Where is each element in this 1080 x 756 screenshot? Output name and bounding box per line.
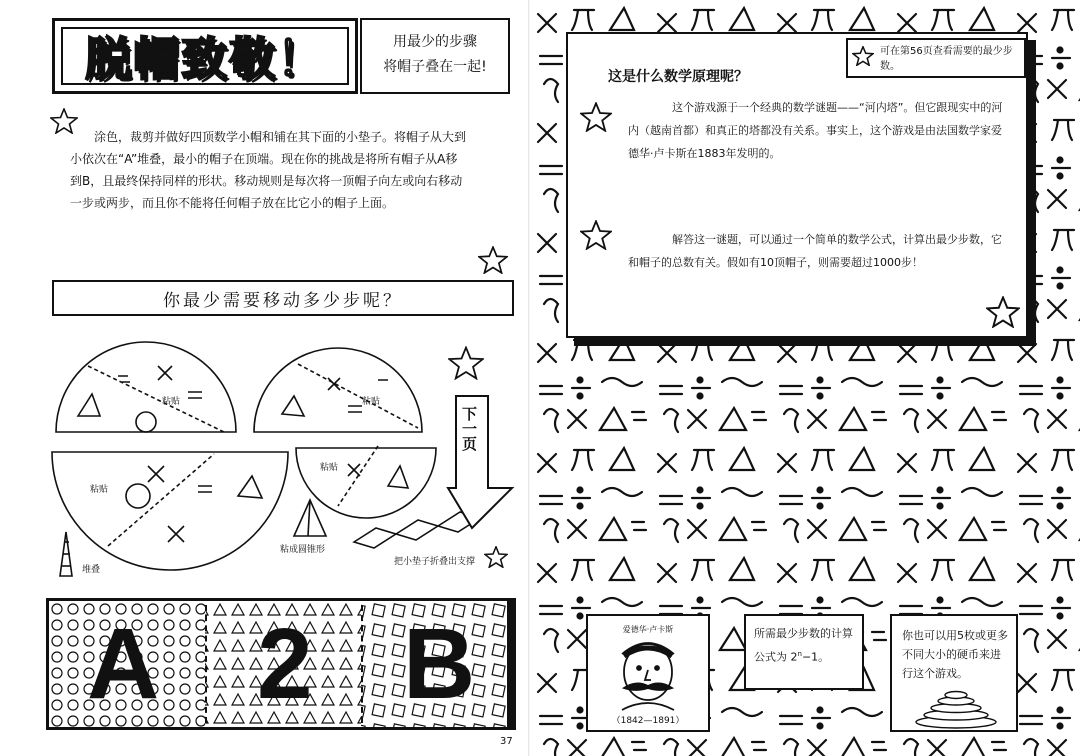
- coin-stack-icon: [906, 686, 1006, 730]
- right-page: [530, 0, 1080, 756]
- info-paragraph-origin: 这个游戏源于一个经典的数学谜题——“河内塔”。但它跟现实中的河内（越南首都）和真正的塔都没有关系。事实上，这个游戏是由法国数学家爱德华·卢卡斯在1883年发明的。: [628, 101, 1003, 160]
- formula-card: [744, 614, 864, 690]
- formula-text: 所需最少步数的计算公式为 2: [754, 627, 853, 664]
- glue-label: 粘贴: [162, 397, 181, 407]
- fold-line: [205, 605, 207, 723]
- formula-suffix: −1。: [801, 650, 830, 664]
- subtitle-line-1: 用最少的步骤: [393, 34, 477, 50]
- mat-strip: [46, 598, 516, 730]
- formula-exponent: n: [797, 650, 802, 658]
- portrait-card: [586, 614, 710, 732]
- next-page-label[interactable]: 下一页: [460, 406, 478, 451]
- title-box: [52, 18, 358, 94]
- glue-label: 粘贴: [90, 485, 109, 495]
- star-icon: [852, 46, 874, 66]
- left-page: [0, 0, 530, 756]
- info-paragraph-formula: 解答这一谜题，可以通过一个简单的数学公式，计算出最少步数，它和帽子的总数有关。假如有10顶帽子，则需要超过1000步！: [628, 233, 1002, 269]
- peg-label-a: A: [87, 608, 160, 720]
- page-number: 37: [500, 736, 513, 747]
- glue-label: 粘贴: [320, 463, 339, 473]
- stack-label: 堆叠: [82, 565, 101, 575]
- subtitle-line-2: 将帽子叠在一起!: [383, 59, 487, 75]
- cone-label: 粘成圆锥形: [280, 545, 326, 555]
- peg-label-b: B: [403, 608, 476, 720]
- glue-label: 粘贴: [362, 397, 381, 407]
- star-icon: [484, 546, 508, 568]
- fold-line: [361, 605, 363, 723]
- mat-fold-label: 把小垫子折叠出支撑: [394, 557, 476, 567]
- peg-label-middle: 2: [257, 608, 313, 720]
- page-reference-box: [846, 38, 1026, 78]
- page-reference-text: 可在第56页查看需要的最少步数。: [880, 46, 1013, 72]
- portrait-name: 爱德华·卢卡斯: [622, 625, 674, 634]
- star-icon: [580, 220, 612, 250]
- info-title: 这是什么数学原理呢？: [608, 69, 748, 85]
- tip-card: [890, 614, 1018, 732]
- title-frame: [61, 27, 349, 85]
- subtitle-box: [360, 18, 510, 94]
- question-text: 你最少需要移动多少步呢？: [163, 290, 403, 311]
- tip-text: 你也可以用5枚或更多不同大小的硬币来进行这个游戏。: [902, 629, 1008, 680]
- info-box: [566, 32, 1028, 338]
- star-icon: [478, 246, 508, 274]
- star-icon: [986, 296, 1020, 328]
- star-icon: [580, 102, 612, 132]
- question-box: [52, 280, 514, 316]
- portrait-dates: （1842—1891）: [611, 716, 685, 726]
- intro-paragraph: 涂色，裁剪并做好四顶数学小帽和铺在其下面的小垫子。将帽子从大到小依次在“A”堆叠，最小的帽子在顶端。现在你的挑战是将所有帽子从A移到B，且最终保持同样的形状。移动规则是每次将一顶帽子向左或向右移动一步或两步，而且你不能将任何帽子放在比它小的帽子上面。: [70, 130, 467, 210]
- lucas-portrait-icon: [588, 634, 708, 714]
- page-title: 脱帽致敬！: [85, 32, 325, 86]
- star-icon: [448, 346, 484, 380]
